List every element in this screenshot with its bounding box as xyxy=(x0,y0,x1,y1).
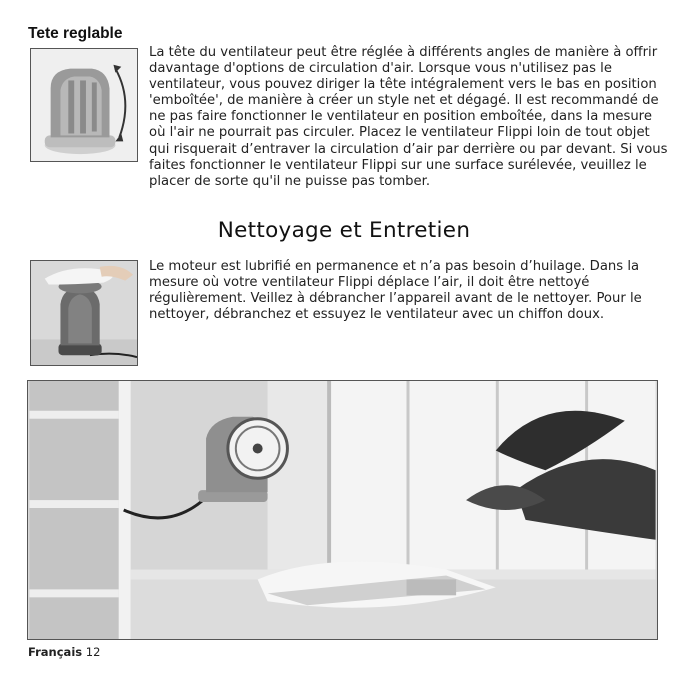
adjustable-head-paragraph: La tête du ventilateur peut être réglée à différents angles de manière à offrir davantage d'options de circulation d'air. Lorsque vous n'utilisez pas le ventilateur, vous pouvez diriger la tête intégralement vers le bas en position 'emboîtée', de manière à créer un style net et dégagé. Il est recommandé de ne pas faire fonctionner le ventilateur en position emboîtée, dans la mesure où l'air ne pourrait pas circuler. Placez le ventilateur Flippi loin de tout objet qui risquerait d’entraver la circulation d’air par derrière ou par devant. Si vous faites fonctionner le ventilateur Flippi sur une surface surélevée, veuillez le placer de sorte qu'il ne puisse pas tomber. xyxy=(149,45,668,189)
fan-cleaning-photo xyxy=(30,260,138,366)
fan-on-shelf-photo xyxy=(27,380,658,640)
footer-language: Français xyxy=(28,645,83,659)
cleaning-paragraph: Le moteur est lubrifié en permanence et n’a pas besoin d’huilage. Dans la mesure où votre ventilateur Flippi déplace l’air, il doit être nettoyé régulièrement. Veillez à débrancher l’appareil avant de le nettoyer. Pour le nettoyer, débranchez et essuyez le ventilateur avec un chiffon doux. xyxy=(149,259,642,323)
section-heading-adjustable-head: Tete reglable xyxy=(28,25,123,42)
page-footer xyxy=(28,645,100,659)
section-heading-cleaning: Nettoyage et Entretien xyxy=(217,218,471,243)
fan-folded-photo xyxy=(30,48,138,162)
footer-page-number: 12 xyxy=(85,645,101,659)
